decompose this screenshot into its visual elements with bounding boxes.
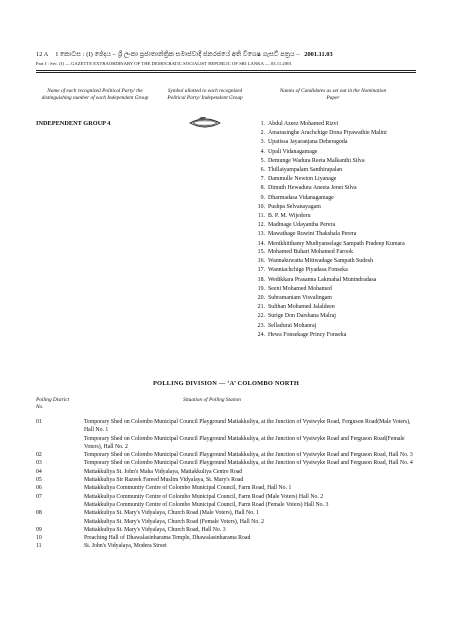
polling-district-number: 09 — [36, 526, 42, 533]
polling-district-number: 10 — [36, 535, 42, 542]
polling-district-number: 01 — [36, 419, 42, 425]
polling-district-number: 02 — [36, 452, 42, 459]
polling-station-location: Mattakkuliya St. Mary's Vidyalaya, Church Road (Male Voters), Hall No. 1 — [84, 510, 259, 517]
polling-station-location: Temporary Shed on Colombo Municipal Council Playground Mattakkuliya, at the Junction of Vystwyke Road and Ferguson Road, Hall No. 3 — [84, 452, 413, 459]
running-header — [36, 51, 416, 59]
header-sinhala-title: I කොටස : (I) ඡේදය – ශ්‍රී ලංකා ප්‍රජාතාන්ත්‍රික සමාජවාදී ජනරජයේ අති විශෙෂ ගැසට් පත්‍රය – — [55, 51, 300, 58]
polling-station-location: St. John's Vidyalaya, Modera Street — [84, 543, 167, 550]
candidate-name: Upali Vidanagamage — [268, 148, 318, 155]
candidate-number: 22. — [257, 313, 265, 320]
candidate-item — [252, 129, 422, 138]
candidate-item — [252, 194, 422, 203]
polling-station-location: Mattakkuliya Community Centre of Colombo Municipal Council, Farm Road, Hall No. 1 — [84, 485, 292, 492]
candidate-name: Mohamed Buhari Mohamed Farook — [268, 249, 353, 256]
candidate-item — [252, 157, 422, 166]
candidate-item — [252, 221, 422, 230]
candidate-number: 7. — [260, 176, 265, 183]
candidate-number: 6. — [260, 167, 265, 174]
candidate-item — [252, 312, 422, 321]
candidate-number: 23. — [257, 322, 265, 329]
candidate-item — [252, 148, 422, 157]
polling-station-row — [36, 534, 416, 542]
polling-station-location: Temporary Shed on Colombo Municipal Council Playground Mattakkuliya, at the Junction of Vystwyke Road and Ferguson Road(Female Voters), Hall No. 2 — [84, 435, 405, 450]
candidate-name: B. P. M. Wijedoru — [268, 213, 311, 220]
polling-station-row — [36, 468, 416, 476]
candidate-item — [252, 331, 422, 340]
page-number: 12 A — [36, 51, 49, 58]
polling-station-location: Temporary Shed on Colombo Municipal Council Playground Mattakkuliya, at the Junction of Vystwyke Road, Ferguson Road(Male Voters), Hall No. 1 — [84, 419, 411, 434]
candidate-list — [252, 120, 422, 340]
polling-station-row — [36, 451, 416, 459]
candidate-item — [252, 212, 422, 221]
candidate-number: 14. — [257, 240, 265, 247]
candidate-item — [252, 240, 422, 248]
polling-station-location: Mattakkuliya Sir Razeek Fareed Muslim Vidyalaya, St. Mary's Road — [84, 477, 244, 484]
polling-station-location: Mattakkuliya Community Centre of Colombo Municipal Council, Farm Road (Male Voters) Hall No. 2 — [84, 493, 324, 500]
polling-district-number: 07 — [36, 493, 42, 500]
candidate-item — [252, 248, 422, 257]
polling-station-row — [36, 493, 416, 501]
candidate-number: 20. — [257, 295, 265, 302]
candidate-number: 21. — [257, 304, 265, 311]
candidate-name: Hewa Fonsekage Princy Fonseka — [268, 331, 347, 338]
polling-station-location: Mattakkuliya St. Mary's Vidyalaya, Church Road (Female Voters), Hall No. 2 — [84, 518, 265, 525]
candidate-item — [252, 166, 422, 175]
polling-station-row — [36, 509, 416, 517]
polling-station-row — [36, 476, 416, 484]
candidate-item — [252, 175, 422, 184]
candidate-name: Thillaiyampalam Santhirapalan — [268, 167, 343, 174]
candidate-number: 11. — [257, 213, 265, 220]
candidate-number: 3. — [260, 139, 265, 146]
candidate-number: 24. — [257, 331, 265, 338]
candidate-name: Dammulle Newton Liyanage — [268, 176, 337, 183]
candidate-name: Wannakuwatta Mittwadage Sampath Sudesh — [268, 258, 374, 265]
candidate-number: 15. — [257, 249, 265, 256]
polling-station-list — [36, 418, 416, 551]
column-heading-situation: Situation of Polling Station — [183, 397, 241, 403]
candidate-item — [252, 294, 422, 303]
polling-station-row — [36, 518, 416, 526]
polling-station-row — [36, 435, 416, 452]
column-heading-district: Polling District No. — [36, 397, 70, 411]
polling-district-number: 04 — [36, 468, 42, 475]
candidate-item — [252, 285, 422, 294]
candidate-number: 18. — [257, 276, 265, 283]
polling-district-number: 08 — [36, 510, 42, 517]
column-heading-candidates: Names of Candidates as set out in the Nomination Paper — [279, 88, 387, 102]
candidate-name: Selladurai Mohanraj — [268, 322, 317, 329]
boat-icon — [188, 114, 222, 132]
candidate-name: Pushpa Selvanayagam — [268, 203, 321, 210]
candidate-name: Surige Don Darshana Malraj — [268, 313, 336, 320]
candidate-number: 19. — [257, 285, 265, 292]
candidate-number: 9. — [260, 194, 265, 201]
candidate-number: 8. — [260, 185, 265, 192]
candidate-item — [252, 266, 422, 275]
column-heading-party: Name of each recognized Political Party/ the distinguishing number of each Independent Group — [41, 88, 149, 102]
candidate-name: Abdul Azeez Mohamed Rizvi — [268, 121, 339, 127]
candidate-item — [252, 303, 422, 312]
polling-district-number: 05 — [36, 477, 42, 484]
candidate-item — [252, 138, 422, 147]
polling-station-location: Temporary Shed on Colombo Municipal Council Playground Mattakkuliya, at the Junction of Vystwyke Road and Ferguson Road, Hall No. 4 — [84, 460, 413, 467]
candidate-name: Menikhitthamy Mudiyanselage Sampath Pradeep Kumara — [268, 240, 405, 247]
candidate-name: Wedikkara Prasanna Lakmahal Munindradasa — [268, 276, 377, 283]
candidate-item — [252, 257, 422, 266]
candidate-name: Subramaniam Visvalingam — [268, 295, 332, 302]
candidate-name: Wanniachchige Piyadasa Fonseka — [268, 267, 348, 274]
candidate-number: 10. — [257, 203, 265, 210]
candidate-item — [252, 184, 422, 193]
candidate-item — [252, 230, 422, 239]
candidate-number: 4. — [260, 148, 265, 155]
polling-station-location: Mattakkuliya Community Centre of Colombo Municipal Council, Farm Road (Female Voters) Hall No. 3 — [84, 501, 329, 508]
candidate-name: Sulthan Mohamed Jalaldeen — [268, 304, 335, 311]
candidate-number: 13. — [257, 231, 265, 238]
candidate-item — [252, 120, 422, 129]
polling-district-number: 06 — [36, 485, 42, 492]
header-date: 2001.11.03 — [304, 51, 333, 58]
candidate-name: Mawathage Ruwini Thakshala Perera — [268, 231, 357, 238]
polling-division-title: POLLING DIVISION — ‘A’ COLOMBO NORTH — [152, 380, 300, 387]
candidate-name: Seeni Mohamed Mohamed — [268, 285, 332, 292]
candidate-item — [252, 322, 422, 331]
polling-station-row — [36, 459, 416, 467]
candidate-number: 2. — [260, 130, 265, 137]
polling-station-row — [36, 484, 416, 492]
candidate-name: Amarasinghe Arachchige Dona Piyawathie Malini — [268, 130, 387, 137]
candidate-item — [252, 203, 422, 212]
column-heading-symbol: Symbol allotted to each recognized Political Party/ Independent Group — [167, 88, 243, 102]
polling-district-number: 11 — [36, 543, 42, 550]
polling-station-row — [36, 526, 416, 534]
candidate-name: Dharmadasa Vidanagamage — [268, 194, 334, 201]
group-title: INDEPENDENT GROUP 4 — [36, 120, 111, 127]
polling-station-location: Mattakkuliya St. Mary's Vidyalaya, Church Road, Hall No. 3 — [84, 526, 226, 533]
candidate-name: Demunge Wadura Reeta Malkanthi Silva — [268, 157, 365, 164]
candidate-number: 5. — [260, 157, 265, 164]
polling-station-row — [36, 418, 416, 435]
candidate-item — [252, 276, 422, 285]
candidate-number: 16. — [257, 258, 265, 265]
candidate-number: 12. — [257, 222, 265, 229]
candidate-name: Dimuth Hewadura Aneeta Jenet Silva — [268, 185, 357, 192]
candidate-name: Madinage Udayantha Perera — [268, 222, 336, 229]
header-english-title: Part I : Sec. (I) — GAZETTE EXTRAORDINARY OF THE DEMOCRATIC SOCIALIST REPUBLIC OF SRI LANKA — 03.11.2001 — [36, 61, 292, 66]
polling-station-location: Mattakkuliya St. John's Maha Vidyalaya, Mattakkuliya Centre Road — [84, 468, 243, 475]
candidate-number: 1. — [260, 121, 265, 127]
header-rule-bottom — [36, 72, 416, 73]
header-rule-top — [36, 70, 416, 71]
polling-district-number: 03 — [36, 460, 42, 467]
polling-station-location: Preaching Hall of Dhawalasinharama Temple, Dhawalasinharama Road — [84, 535, 251, 542]
polling-station-row — [36, 542, 416, 550]
polling-station-row — [36, 501, 416, 509]
candidate-number: 17. — [257, 267, 265, 274]
candidate-name: Upatissa Jayaranjana Deheragoda — [268, 139, 348, 146]
